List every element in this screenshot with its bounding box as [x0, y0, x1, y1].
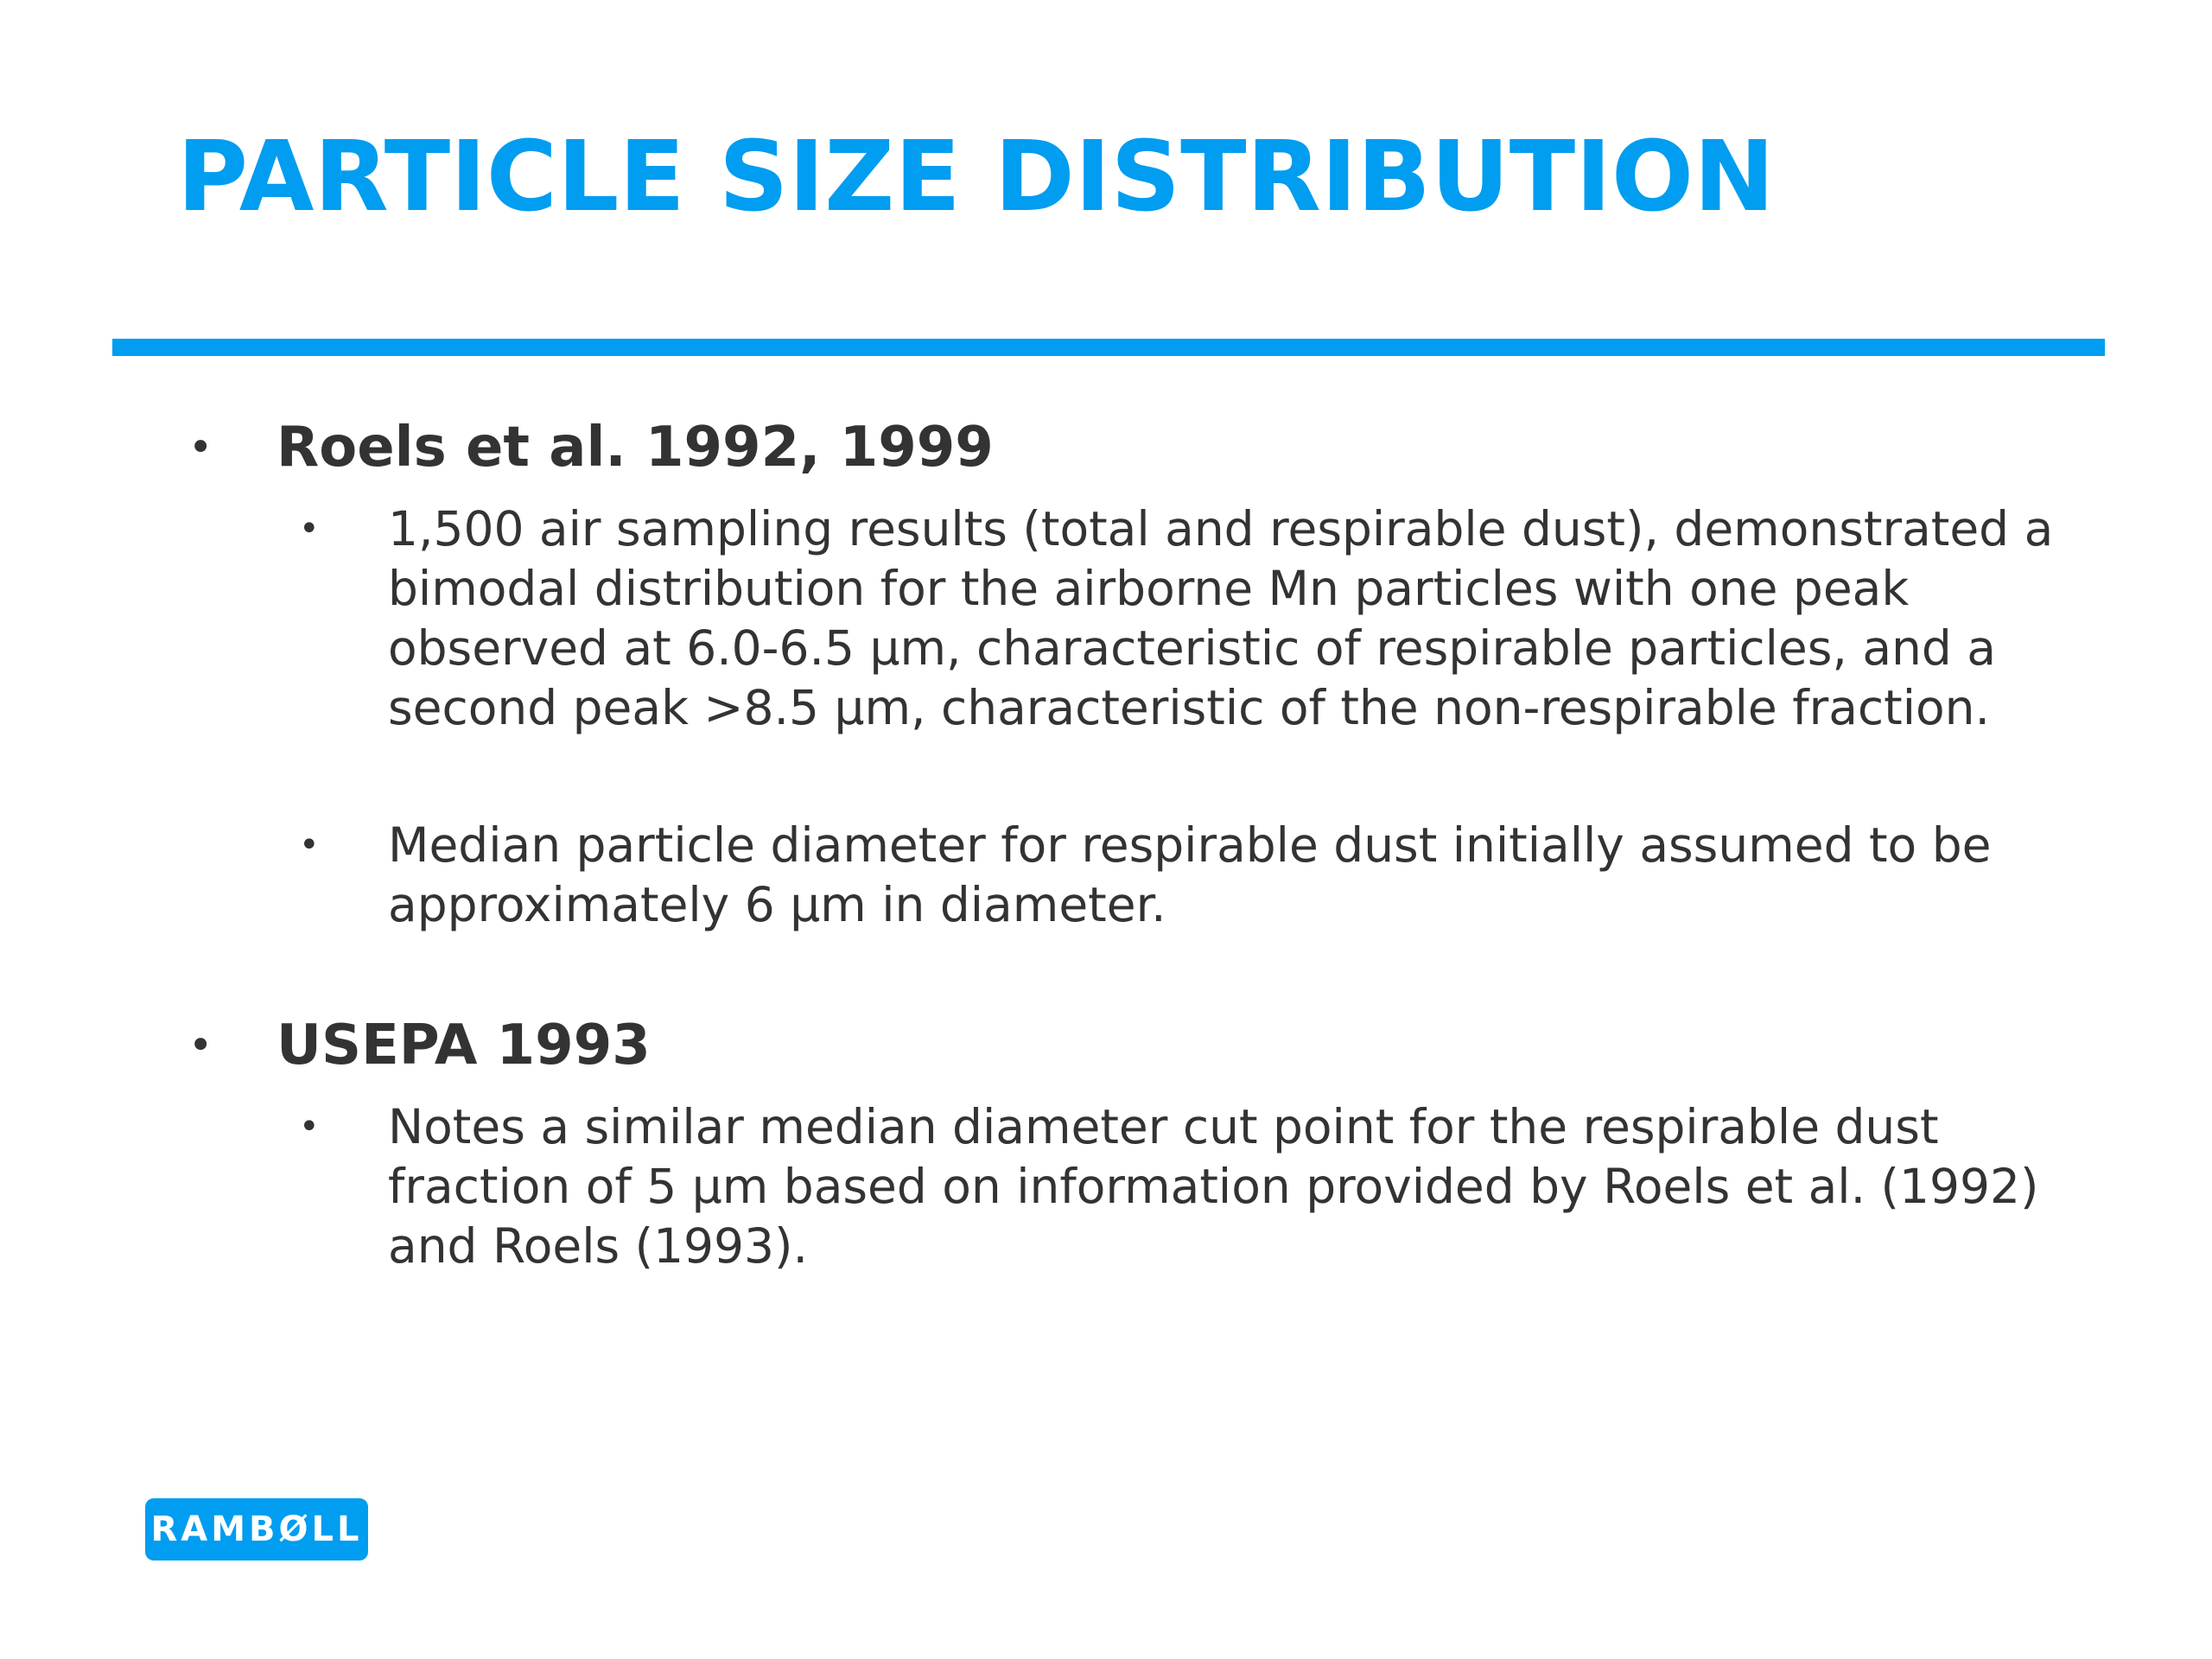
logo-text: RAMBØLL — [150, 1510, 363, 1549]
bullet-marker: • — [299, 509, 320, 549]
bullet-text: 1,500 air sampling results (total and respirable dust), demonstrated a bimodal distribution for the airborne Mn particles with one peak observed at 6.0-6.5 µm, characteristic of respirable particles, and a second peak >8.5 µm, characteristic of the non-respirable fraction. — [388, 501, 2054, 735]
bullet-marker: • — [299, 825, 320, 865]
bullet-marker: • — [299, 1107, 320, 1147]
section-heading: USEPA 1993 — [276, 1014, 651, 1077]
section-heading: Roels et al. 1992, 1999 — [276, 416, 994, 480]
bullet-text: Median particle diameter for respirable dust initially assumed to be approximately 6 µm in diameter. — [388, 817, 1992, 932]
bullet-marker: • — [188, 423, 213, 472]
company-logo — [145, 1498, 368, 1560]
title-divider — [112, 339, 2105, 356]
bullet-text: Notes a similar median diameter cut point for the respirable dust fraction of 5 µm based on information provided by Roels et al. (1992) and Roels (1993). — [388, 1099, 2039, 1274]
bullet-marker: • — [188, 1021, 213, 1070]
slide-title: PARTICLE SIZE DISTRIBUTION — [177, 121, 1775, 233]
